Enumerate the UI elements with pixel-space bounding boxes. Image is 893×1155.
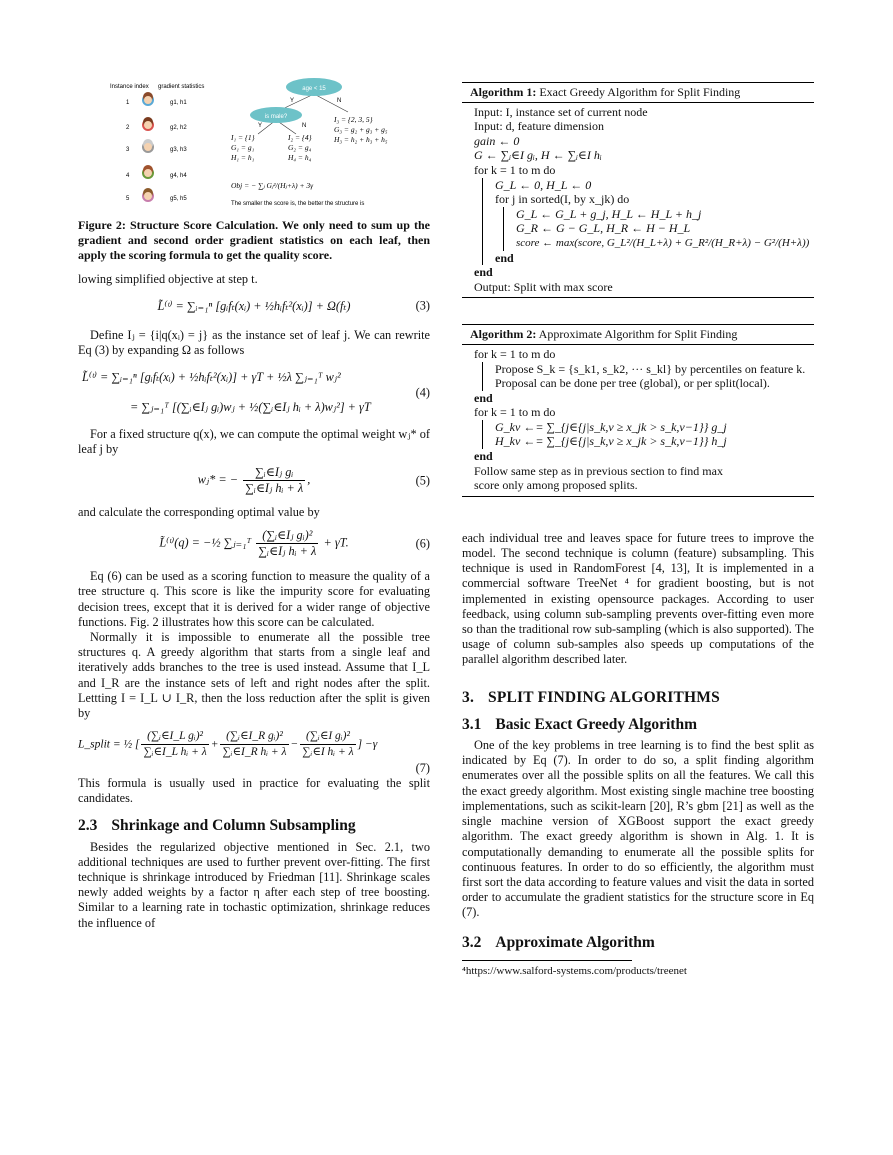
fig-header-index: Instance index xyxy=(110,84,149,90)
svg-text:g5, h5: g5, h5 xyxy=(170,196,187,202)
instance-row xyxy=(126,139,187,153)
paragraph: Normally it is impossible to enumerate all the possible tree structures q. A greedy algorithm that starts from a single leaf and iteratively adds branches to the tree is used instead. Assume that I_L and I_R are the instance sets of left and right nodes after the split. Lettting I = I_L ∪ I_R, then the loss reduction after the split is given by xyxy=(78,630,430,721)
svg-text:g2, h2: g2, h2 xyxy=(170,125,187,131)
svg-text:g1, h1: g1, h1 xyxy=(170,100,187,106)
instance-row xyxy=(126,117,187,131)
section-heading-3-2: 3.2 Approximate Algorithm xyxy=(462,933,655,951)
equation-7: L_split = ½ [ $\frac{\text{(∑ᵢ∈I\_L gᵢ)²}}{\text{∑ᵢ∈I\_L hᵢ + λ}}$ + $\frac{\text{(∑ᵢ∈I\_R gᵢ)²}}{\text{∑ᵢ∈I\_R hᵢ + λ}}$ − $\frac{\text{(∑ᵢ∈I gᵢ)²}}{\text{∑ᵢ∈I hᵢ + λ}}$ ] −γ xyxy=(78,730,378,759)
objective: Obj = − ∑ⱼ Gⱼ²/(Hⱼ+λ) + 3γ xyxy=(231,181,314,190)
figure-caption: Figure 2: Structure Score Calculation. We only need to sum up the gradient and second order gradient statistics on each leaf, then apply the scoring formula to get the quality score. xyxy=(78,218,430,263)
svg-text:N: N xyxy=(337,98,342,104)
leaf-3 xyxy=(333,115,388,144)
equation-3: L̃⁽ᵗ⁾ = ∑ᵢ₌₁ⁿ [gᵢfₜ(xᵢ) + ½hᵢfₜ²(xᵢ)] + Ω(fₜ) (3) xyxy=(157,298,430,313)
footnote: ⁴https://www.salford-systems.com/products/treenet xyxy=(462,960,632,979)
tree-diagram xyxy=(78,76,430,214)
paragraph: One of the key problems in tree learning is to find the best split as indicated by Eq (7). In order to do so, a split finding algorithm enumerates over all the possible splits on all the features. We call this the exact greedy algorithm. Most existing single machine tree boosting implementations, such as scikit-learn [20], R’s gbm [21] as well as the single machine version of XGBoost support the exact greedy algorithm. The exact greedy algorithm is shown in Alg. 1. It is computationally demanding to enumerate all the possible splits for continuous features. In order to do so efficiently, the algorithm must first sort the data according to feature values and visit the data in sorted order to accumulate the gradient statistics for the structure score in Eq (7). xyxy=(462,738,814,920)
leaf-2 xyxy=(287,133,312,162)
svg-text:H₁ = h₁: H₁ = h₁ xyxy=(231,153,255,162)
figure-note: The smaller the score is, the better the structure is xyxy=(231,201,365,207)
svg-text:Y: Y xyxy=(258,123,263,129)
paragraph: Define Iⱼ = {i|q(xᵢ) = j} as the instance set of leaf j. We can rewrite Eq (3) by expanding Ω as follows xyxy=(78,328,430,358)
svg-text:2: 2 xyxy=(126,125,130,131)
structure-score-figure xyxy=(78,76,430,214)
svg-text:g3, h3: g3, h3 xyxy=(170,147,187,153)
svg-text:3: 3 xyxy=(126,147,130,153)
svg-text:g4, h4: g4, h4 xyxy=(170,173,187,179)
left-column xyxy=(78,76,430,931)
svg-text:N: N xyxy=(302,123,307,129)
paragraph: This formula is usually used in practice for evaluating the split candidates. xyxy=(78,775,430,806)
leaf-1 xyxy=(230,133,255,162)
equation-7-number: (7) xyxy=(415,760,430,775)
svg-text:G₂ = g₄: G₂ = g₄ xyxy=(288,143,312,152)
fig-header-stats: gradient statistics xyxy=(158,84,205,90)
svg-text:5: 5 xyxy=(126,196,130,202)
svg-text:I₁ = {1}: I₁ = {1} xyxy=(231,133,255,142)
section-heading-2-3: 2.3 Shrinkage and Column Subsampling xyxy=(78,817,356,835)
equation-6: L̃⁽ᵗ⁾(q) = −½ ∑ⱼ₌₁ᵀ $\frac{\text{(∑ᵢ∈Iⱼ gᵢ)²}}{\text{∑ᵢ∈Iⱼ hᵢ + λ}}$ + γT. (6) xyxy=(159,527,430,559)
equation-5: wⱼ* = − $\frac{\text{∑ᵢ∈Iⱼ gᵢ}}{\text{∑ᵢ∈Iⱼ hᵢ + λ}}$ , (5) xyxy=(197,465,430,496)
instance-row xyxy=(126,188,187,202)
paragraph: each individual tree and leaves space for future trees to improve the model. The second technique is column (feature) subsampling. This technique is used in RandomForest [4, 13], It is implemented in a commercial software TreeNet ⁴ for gradient boosting, but is not implemented in existing opensource packages. According to user feedback, using column sub-sampling prevents over-fitting even more so than the traditional row sub-sampling (which is also supported). The usage of column sub-samples also speeds up computations of the parallel algorithm described later. xyxy=(462,530,814,667)
svg-text:H₃ = h₂ + h₃ + h₅: H₃ = h₂ + h₃ + h₅ xyxy=(334,135,388,144)
right-column xyxy=(462,82,814,979)
section-heading-3: 3. SPLIT FINDING ALGORITHMS xyxy=(462,688,720,706)
svg-text:Y: Y xyxy=(290,98,295,104)
svg-text:1: 1 xyxy=(126,100,130,106)
svg-text:age < 15: age < 15 xyxy=(302,86,326,92)
svg-text:4: 4 xyxy=(126,173,130,179)
svg-text:G₁ = g₁: G₁ = g₁ xyxy=(231,143,255,152)
paragraph: For a fixed structure q(x), we can compute the optimal weight wⱼ* of leaf j by xyxy=(78,426,430,457)
paragraph: Eq (6) can be used as a scoring function to measure the quality of a tree structure q. This score is like the impurity score for evaluating decision trees, except that it is derived for a wider range of objective functions. Fig. 2 illustrates how this score can be calculated. xyxy=(78,569,430,629)
svg-text:H₄ = h₄: H₄ = h₄ xyxy=(288,153,312,162)
paragraph: lowing simplified objective at step t. xyxy=(78,271,258,286)
equation-4: L̃⁽ᵗ⁾ = ∑ᵢ₌₁ⁿ [gᵢfₜ(xᵢ) + ½hᵢfₜ²(xᵢ)] + γT + ½λ ∑ⱼ₌₁ᵀ wⱼ² = ∑ⱼ₌₁ᵀ [(∑ᵢ∈Iⱼ gᵢ)wⱼ + ½(∑ᵢ∈Iⱼ hᵢ + λ)wⱼ²] + γT (4) xyxy=(82,370,430,414)
svg-text:is male?: is male? xyxy=(264,114,288,120)
paragraph: Besides the regularized objective mentioned in Sec. 2.1, two additional techniques are used to further prevent over-fitting. The first technique is shrinkage introduced by Friedman [11]. Shrinkage scales newly added weights by a factor η after each step of tree boosting. Similar to a learning rate in tochastic optimization, shrinkage reduces the influence of xyxy=(78,839,430,930)
svg-text:I₃ = {2, 3, 5}: I₃ = {2, 3, 5} xyxy=(334,115,373,124)
svg-text:G₃ = g₂ + g₃ + g₅: G₃ = g₂ + g₃ + g₅ xyxy=(334,125,388,134)
instance-row xyxy=(126,165,187,179)
algorithm-1: Algorithm 1: Exact Greedy Algorithm for Split Finding Input: I, instance set of current node Input: d, feature dimension gain ← 0 G ← ∑ᵢ∈I gᵢ, H ← ∑ᵢ∈I hᵢ for k = 1 to m do G_L ← 0, H_L ← 0 for j in sorted(I, by x_jk) do G_L ← G_L + g_j, H_L ← H_L + h_j G_R ← G − G_L, H_R ← H − H_L score ← max(score, G_L²/(H_L+λ) + G_R²/(H_R+λ) − G²/(H+λ)) end end Output: Split with max score xyxy=(462,82,814,298)
paragraph: and calculate the corresponding optimal value by xyxy=(78,504,320,519)
svg-text:I₂ = {4}: I₂ = {4} xyxy=(288,133,312,142)
section-heading-3-1: 3.1 Basic Exact Greedy Algorithm xyxy=(462,715,697,733)
instance-row xyxy=(126,92,187,106)
algorithm-2: Algorithm 2: Approximate Algorithm for Split Finding for k = 1 to m do Propose S_k = {s_k1, s_k2, ··· s_kl} by percentiles on feature k. Proposal can be done per tree (global), or per split(local). end for k = 1 to m do G_kv ←= ∑_{j∈{j|s_k,v ≥ x_jk > s_k,v−1}} g_j H_kv ←= ∑_{j∈{j|s_k,v ≥ x_jk > s_k,v−1}} h_j end Follow same step as in previous section to find max score only among proposed splits. xyxy=(462,324,814,497)
